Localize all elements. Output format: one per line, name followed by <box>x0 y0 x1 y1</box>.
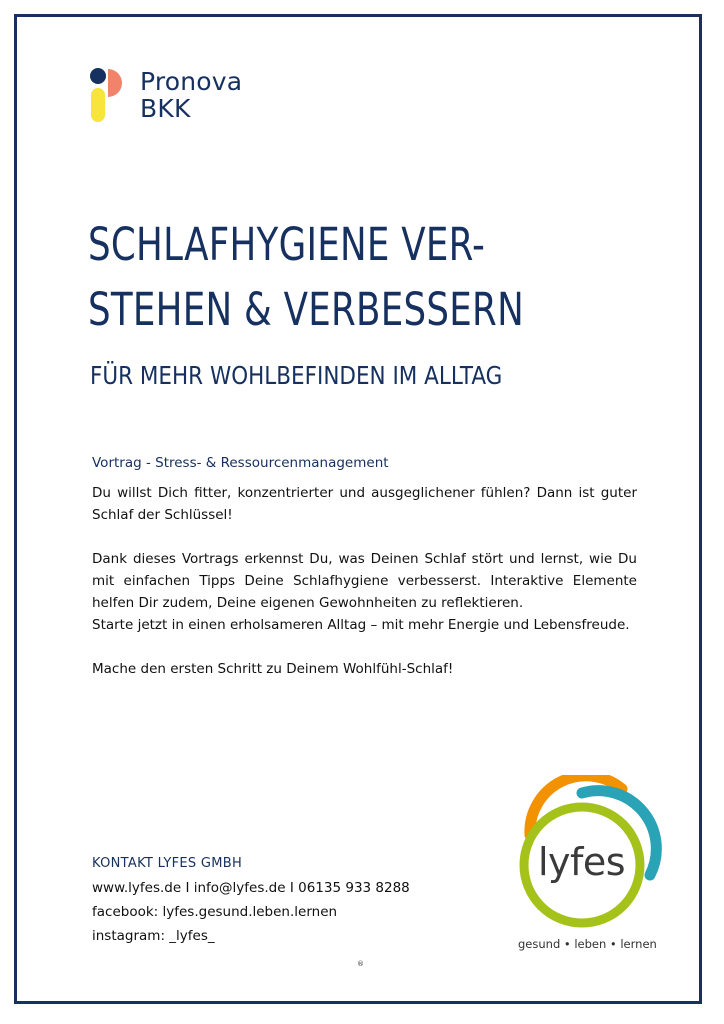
contact-web-email-phone: www.lyfes.de I info@lyfes.de I 06135 933 8288 <box>92 880 410 896</box>
title-line-1: SCHLAFHYGIENE VER- <box>88 218 486 271</box>
pronova-bkk-logo <box>88 66 268 126</box>
pronova-logo-text <box>140 68 242 122</box>
contact-heading: KONTAKT LYFES GMBH <box>92 856 243 871</box>
page-subtitle: FÜR MEHR WOHLBEFINDEN IM ALLTAG <box>90 361 503 390</box>
contact-block <box>92 852 410 948</box>
pronova-logo-mark-icon <box>88 66 130 124</box>
body-paragraph-3: Starte jetzt in einen erholsameren Alltag – mit mehr Energie und Lebensfreude. <box>92 617 630 633</box>
event-tag: Vortrag - Stress- & Ressourcenmanagement <box>92 455 389 471</box>
logo-line-2: BKK <box>140 94 191 123</box>
contact-instagram: instagram: _lyfes_ <box>92 928 215 944</box>
page-title <box>88 212 616 342</box>
title-line-2: STEHEN & VERBESSERN <box>88 283 524 336</box>
body-paragraph-2: Dank dieses Vortrags erkennst Du, was Deinen Schlaf stört und lernst, wie Du mit einfachen Tipps Deine Schlafhygiene verbesserst. Interaktive Elemente helfen Dir zudem, Deine eigenen Gewohnheiten zu reflektieren. <box>92 551 637 611</box>
registered-mark: ® <box>357 960 364 968</box>
lyfes-logo-tagline: gesund • leben • lernen <box>518 937 657 951</box>
contact-facebook: facebook: lyfes.gesund.leben.lernen <box>92 904 338 920</box>
logo-line-1: Pronova <box>140 67 243 96</box>
body-paragraph-4: Mache den ersten Schritt zu Deinem Wohlfühl-Schlaf! <box>92 661 454 677</box>
body-paragraph-1: Du willst Dich fitter, konzentrierter und ausgeglichener fühlen? Dann ist guter Schlaf der Schlüssel! <box>92 485 637 523</box>
body-text <box>92 482 637 702</box>
lyfes-logo-word: lyfes <box>538 840 626 884</box>
